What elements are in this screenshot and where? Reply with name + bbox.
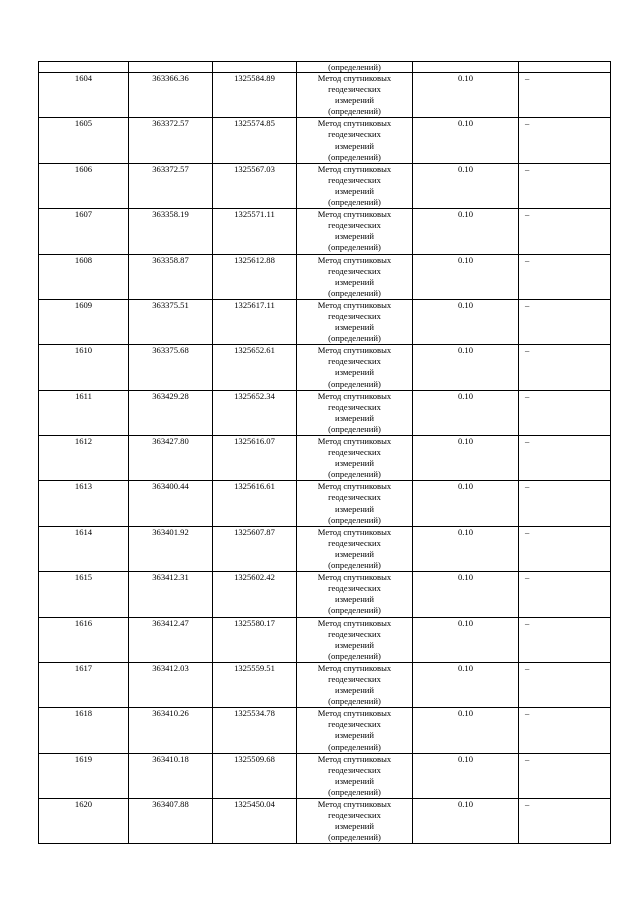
cell-point-number: 1612	[39, 436, 129, 481]
cell-accuracy: 0.10	[413, 708, 519, 753]
method-text-line: Метод спутниковых	[317, 118, 392, 129]
cell-accuracy: 0.10	[413, 662, 519, 707]
cell-note	[519, 62, 611, 73]
cell-accuracy: 0.10	[413, 209, 519, 254]
method-text-line: измерений	[334, 730, 375, 741]
table-row	[39, 436, 611, 481]
cell-x-coordinate	[129, 62, 213, 73]
method-text-line: (определений)	[328, 696, 381, 707]
cell-y-coordinate: 1325607.87	[213, 526, 297, 571]
cell-x-coordinate: 363375.51	[129, 299, 213, 344]
method-text-line: измерений	[334, 821, 375, 832]
table-row	[39, 481, 611, 526]
cell-y-coordinate	[213, 62, 297, 73]
cell-method	[297, 572, 413, 617]
method-text-line: геодезических	[328, 265, 381, 276]
cell-point-number: 1613	[39, 481, 129, 526]
cell-accuracy: 0.10	[413, 390, 519, 435]
table-row	[39, 390, 611, 435]
cell-note: –	[519, 572, 611, 617]
cell-method	[297, 209, 413, 254]
cell-accuracy: 0.10	[413, 799, 519, 844]
cell-point-number	[39, 62, 129, 73]
method-text-line: геодезических	[328, 174, 381, 185]
cell-note: –	[519, 526, 611, 571]
cell-x-coordinate: 363401.92	[129, 526, 213, 571]
cell-point-number: 1605	[39, 118, 129, 163]
cell-note: –	[519, 481, 611, 526]
cell-point-number: 1606	[39, 163, 129, 208]
cell-method	[297, 299, 413, 344]
cell-x-coordinate: 363366.36	[129, 73, 213, 118]
cell-point-number: 1609	[39, 299, 129, 344]
cell-accuracy: 0.10	[413, 254, 519, 299]
cell-method	[297, 799, 413, 844]
cell-y-coordinate: 1325574.85	[213, 118, 297, 163]
method-text-line: измерений	[334, 458, 375, 469]
method-text-line: Метод спутниковых	[317, 254, 392, 265]
method-text-line: измерений	[334, 685, 375, 696]
method-text-line: (определений)	[328, 560, 381, 571]
cell-note: –	[519, 753, 611, 798]
method-text-line: Метод спутниковых	[317, 163, 392, 174]
method-text-line: Метод спутниковых	[317, 617, 392, 628]
cell-y-coordinate: 1325616.61	[213, 481, 297, 526]
method-text-line: Метод спутниковых	[317, 526, 392, 537]
cell-accuracy: 0.10	[413, 753, 519, 798]
table-row	[39, 163, 611, 208]
cell-accuracy: 0.10	[413, 481, 519, 526]
cell-x-coordinate: 363400.44	[129, 481, 213, 526]
cell-method	[297, 526, 413, 571]
cell-note: –	[519, 436, 611, 481]
cell-point-number: 1611	[39, 390, 129, 435]
cell-y-coordinate: 1325616.07	[213, 436, 297, 481]
table-row	[39, 662, 611, 707]
method-text-line: (определений)	[328, 423, 381, 434]
cell-method	[297, 254, 413, 299]
cell-note: –	[519, 617, 611, 662]
cell-accuracy: 0.10	[413, 572, 519, 617]
method-text-line: (определений)	[328, 514, 381, 525]
cell-point-number: 1619	[39, 753, 129, 798]
cell-x-coordinate: 363372.57	[129, 163, 213, 208]
cell-y-coordinate: 1325509.68	[213, 753, 297, 798]
cell-y-coordinate: 1325567.03	[213, 163, 297, 208]
method-text-line: геодезических	[328, 129, 381, 140]
cell-method	[297, 118, 413, 163]
method-text-line: измерений	[334, 503, 375, 514]
coordinates-table	[38, 61, 611, 844]
cell-note: –	[519, 163, 611, 208]
cell-note: –	[519, 209, 611, 254]
cell-y-coordinate: 1325602.42	[213, 572, 297, 617]
cell-accuracy: 0.10	[413, 436, 519, 481]
cell-x-coordinate: 363407.88	[129, 799, 213, 844]
method-text-line: (определений)	[328, 106, 381, 117]
method-text-line: (определений)	[328, 469, 381, 480]
cell-y-coordinate: 1325652.61	[213, 345, 297, 390]
cell-point-number: 1616	[39, 617, 129, 662]
cell-point-number: 1604	[39, 73, 129, 118]
cell-x-coordinate: 363412.31	[129, 572, 213, 617]
cell-method	[297, 345, 413, 390]
method-text-line: измерений	[334, 95, 375, 106]
method-text-line: Метод спутниковых	[317, 572, 392, 583]
cell-method	[297, 436, 413, 481]
method-text-line: геодезических	[328, 356, 381, 367]
cell-accuracy: 0.10	[413, 526, 519, 571]
cell-x-coordinate: 363427.80	[129, 436, 213, 481]
cell-x-coordinate: 363412.47	[129, 617, 213, 662]
method-text-line: (определений)	[328, 832, 381, 843]
cell-point-number: 1608	[39, 254, 129, 299]
method-text-line: геодезических	[328, 764, 381, 775]
cell-point-number: 1614	[39, 526, 129, 571]
table-row	[39, 299, 611, 344]
table-row	[39, 345, 611, 390]
cell-accuracy: 0.10	[413, 345, 519, 390]
method-text-line: геодезических	[328, 719, 381, 730]
method-text-line: геодезических	[328, 84, 381, 95]
cell-y-coordinate: 1325652.34	[213, 390, 297, 435]
method-text-line: Метод спутниковых	[317, 708, 392, 719]
cell-x-coordinate: 363358.87	[129, 254, 213, 299]
cell-point-number: 1620	[39, 799, 129, 844]
cell-point-number: 1607	[39, 209, 129, 254]
method-text-line: измерений	[334, 594, 375, 605]
method-text-line: геодезических	[328, 673, 381, 684]
method-text-line: (определений)	[328, 197, 381, 208]
method-text-line: (определений)	[328, 242, 381, 253]
method-text-line: Метод спутниковых	[317, 390, 392, 401]
cell-note: –	[519, 390, 611, 435]
method-text-line: измерений	[334, 185, 375, 196]
cell-accuracy: 0.10	[413, 73, 519, 118]
cell-note: –	[519, 254, 611, 299]
method-text-line: измерений	[334, 276, 375, 287]
method-text-line: (определений)	[328, 151, 381, 162]
table-row	[39, 209, 611, 254]
cell-method	[297, 662, 413, 707]
cell-method	[297, 390, 413, 435]
method-text-line: Метод спутниковых	[317, 753, 392, 764]
method-text-line: измерений	[334, 140, 375, 151]
cell-x-coordinate: 363429.28	[129, 390, 213, 435]
method-text-line: геодезических	[328, 401, 381, 412]
cell-y-coordinate: 1325571.11	[213, 209, 297, 254]
cell-x-coordinate: 363372.57	[129, 118, 213, 163]
cell-note: –	[519, 118, 611, 163]
method-text-line: измерений	[334, 639, 375, 650]
method-text-line: измерений	[334, 412, 375, 423]
cell-note: –	[519, 345, 611, 390]
table-row	[39, 753, 611, 798]
table-row	[39, 708, 611, 753]
method-text-line: измерений	[334, 548, 375, 559]
method-text-line: измерений	[334, 367, 375, 378]
cell-point-number: 1617	[39, 662, 129, 707]
method-text-line: геодезических	[328, 537, 381, 548]
cell-method	[297, 163, 413, 208]
cell-note: –	[519, 708, 611, 753]
cell-method	[297, 708, 413, 753]
table-body	[39, 62, 611, 844]
method-text-line: Метод спутниковых	[317, 662, 392, 673]
method-text-line: геодезических	[328, 583, 381, 594]
table-row	[39, 572, 611, 617]
method-text-line: (определений)	[328, 650, 381, 661]
method-text-line: измерений	[334, 322, 375, 333]
cell-method: (определений)	[297, 62, 413, 73]
method-text-line: геодезических	[328, 810, 381, 821]
cell-y-coordinate: 1325559.51	[213, 662, 297, 707]
cell-accuracy	[413, 62, 519, 73]
method-text-line: (определений)	[328, 786, 381, 797]
cell-method	[297, 617, 413, 662]
table-row	[39, 118, 611, 163]
method-text-line: (определений)	[328, 333, 381, 344]
method-text-line: Метод спутниковых	[317, 436, 392, 446]
method-text-line: измерений	[334, 231, 375, 242]
cell-y-coordinate: 1325584.89	[213, 73, 297, 118]
method-text-line: Метод спутниковых	[317, 799, 392, 809]
cell-point-number: 1618	[39, 708, 129, 753]
cell-accuracy: 0.10	[413, 118, 519, 163]
table-row	[39, 617, 611, 662]
continuation-row	[39, 62, 611, 73]
method-text-line: Метод спутниковых	[317, 299, 392, 310]
method-text-line: (определений)	[328, 287, 381, 298]
method-text-line: (определений)	[328, 605, 381, 616]
method-text-line: (определений)	[328, 378, 381, 389]
cell-x-coordinate: 363412.03	[129, 662, 213, 707]
method-text-line: Метод спутниковых	[317, 73, 392, 83]
method-text-line: геодезических	[328, 220, 381, 231]
cell-x-coordinate: 363410.18	[129, 753, 213, 798]
cell-note: –	[519, 662, 611, 707]
cell-method	[297, 73, 413, 118]
method-text-line: Метод спутниковых	[317, 345, 392, 356]
table-row	[39, 526, 611, 571]
cell-method	[297, 481, 413, 526]
cell-x-coordinate: 363375.68	[129, 345, 213, 390]
method-text-line: геодезических	[328, 447, 381, 458]
cell-note: –	[519, 799, 611, 844]
method-text-line: геодезических	[328, 310, 381, 321]
method-text-line: Метод спутниковых	[317, 481, 392, 492]
method-text-line: (определений)	[328, 741, 381, 752]
method-text-line: геодезических	[328, 492, 381, 503]
table-row	[39, 799, 611, 844]
cell-y-coordinate: 1325534.78	[213, 708, 297, 753]
cell-y-coordinate: 1325450.04	[213, 799, 297, 844]
cell-note: –	[519, 299, 611, 344]
table-row	[39, 254, 611, 299]
cell-y-coordinate: 1325612.88	[213, 254, 297, 299]
method-text-line: Метод спутниковых	[317, 209, 392, 220]
table-row	[39, 73, 611, 118]
cell-x-coordinate: 363410.26	[129, 708, 213, 753]
method-text-line: измерений	[334, 775, 375, 786]
cell-note: –	[519, 73, 611, 118]
cell-accuracy: 0.10	[413, 299, 519, 344]
cell-point-number: 1610	[39, 345, 129, 390]
cell-method	[297, 753, 413, 798]
cell-y-coordinate: 1325580.17	[213, 617, 297, 662]
method-text-line: геодезических	[328, 628, 381, 639]
cell-accuracy: 0.10	[413, 163, 519, 208]
cell-point-number: 1615	[39, 572, 129, 617]
cell-accuracy: 0.10	[413, 617, 519, 662]
cell-y-coordinate: 1325617.11	[213, 299, 297, 344]
cell-x-coordinate: 363358.19	[129, 209, 213, 254]
